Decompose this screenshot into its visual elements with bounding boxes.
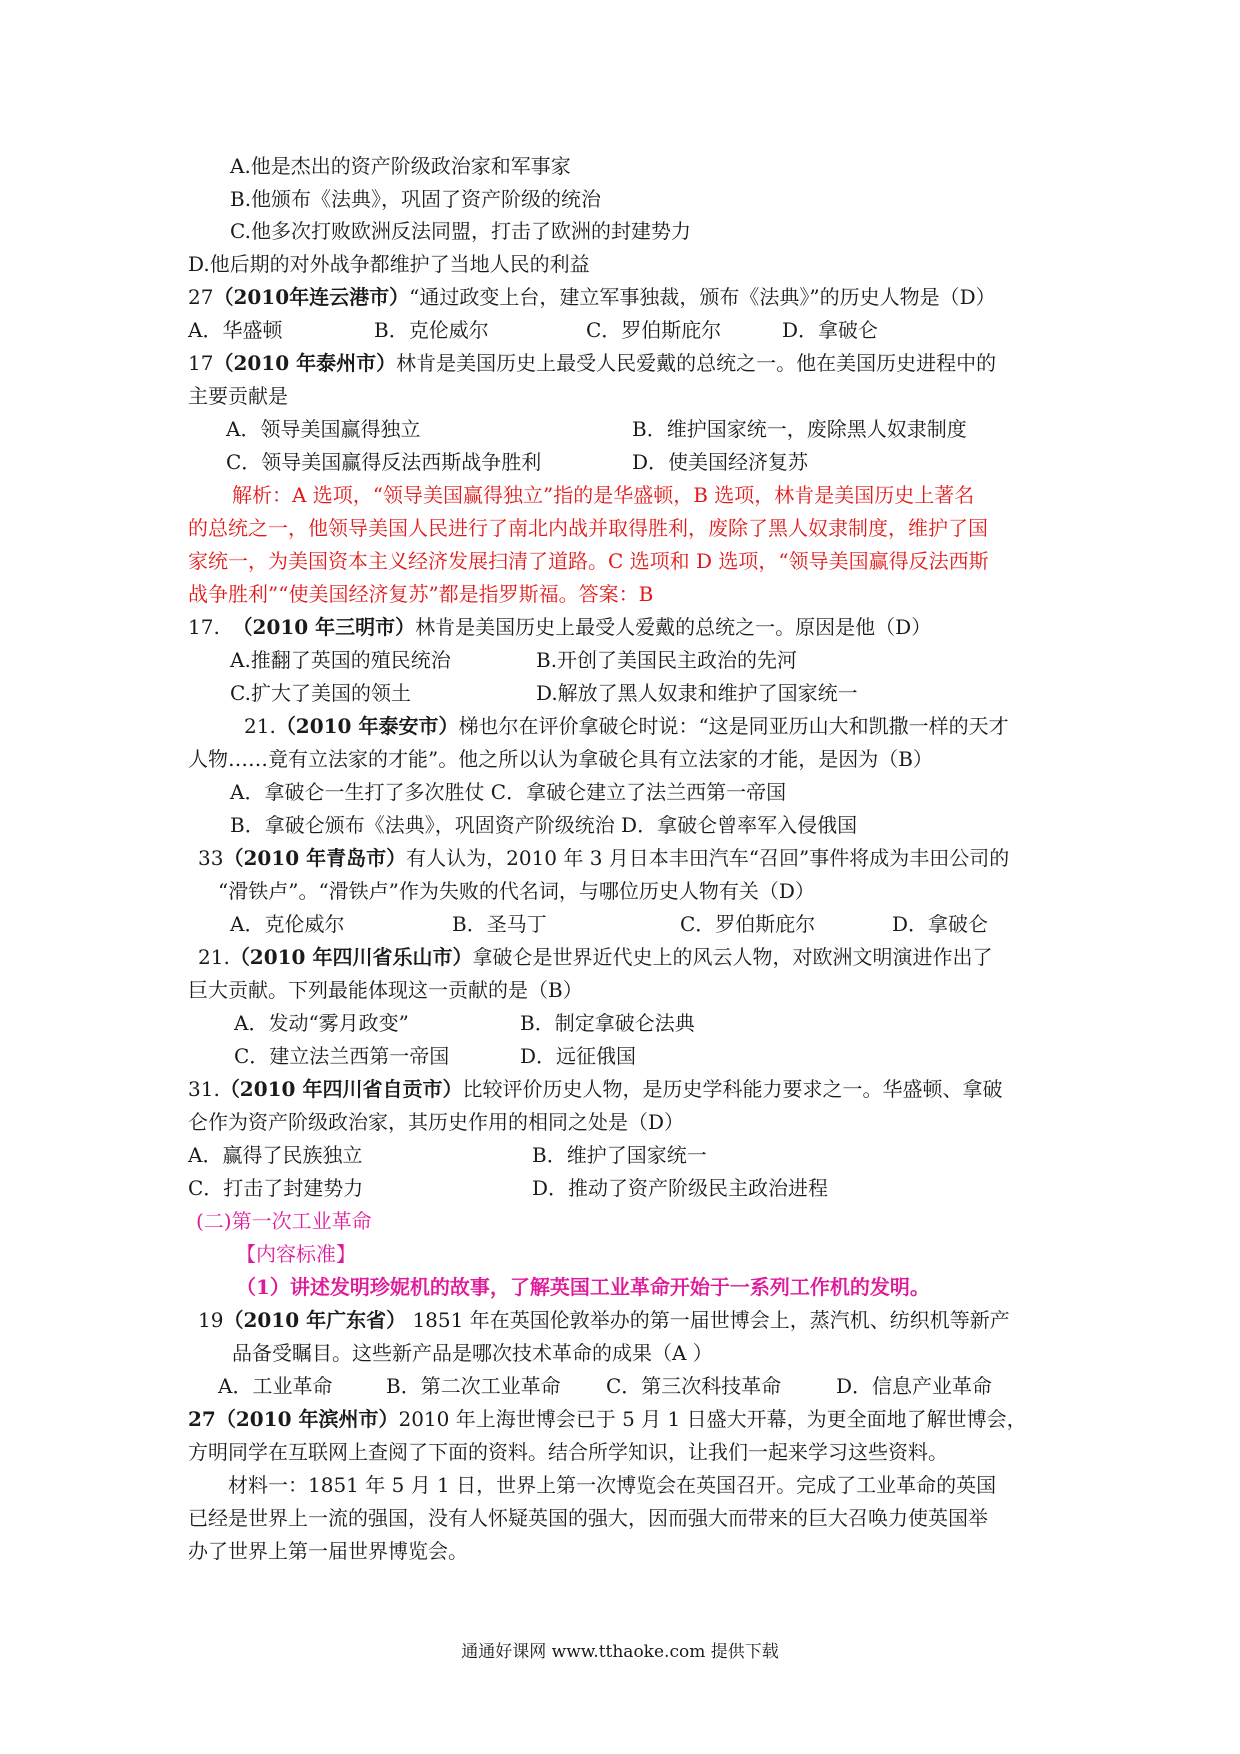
q33-source: （2010 年青岛市） (223, 846, 407, 870)
q17b-option-d: D.解放了黑人奴隶和维护了国家统一 (536, 681, 858, 705)
q27a-text: “通过政变上台，建立军事独裁，颁布《法典》”的历史人物是（D） (409, 285, 996, 309)
q21b-option-c: C．建立法兰西第一帝国 (234, 1044, 450, 1068)
q19-option-a: A．工业革命 (218, 1374, 333, 1398)
q17b-source: （2010 年三明市） (232, 615, 416, 639)
q17b-stem (188, 614, 931, 640)
q17b-option-a: A.推翻了英国的殖民统治 (230, 648, 451, 672)
q19-option-b: B．第二次工业革命 (386, 1374, 561, 1398)
q21b-option-d: D．远征俄国 (520, 1044, 637, 1068)
q27a-option-c: C．罗伯斯庇尔 (586, 318, 722, 342)
q27b-stem-line2: 方明同学在互联网上查阅了下面的资料。结合所学知识，让我们一起来学习这些资料。 (188, 1440, 948, 1464)
q17a-analysis-line1: 解析：A 选项，“领导美国赢得独立”指的是华盛顿，B 选项，林肯是美国历史上著名 (232, 483, 975, 507)
q17a-option-b: B．维护国家统一，废除黑人奴隶制度 (632, 417, 967, 441)
q27b-material-line1: 材料一：1851 年 5 月 1 日，世界上第一次博览会在英国召开。完成了工业革命的英国 (228, 1473, 997, 1497)
q33-stem-line2: “滑铁卢”。“滑铁卢”作为失败的代名词，与哪位历史人物有关（D） (218, 879, 815, 903)
q27a-option-d: D．拿破仑 (782, 318, 879, 342)
q27b-text: 2010 年上海世博会已于 5 月 1 日盛大开幕，为更全面地了解世博会， (398, 1407, 1027, 1431)
q27b-material-line2: 已经是世界上一流的强国，没有人怀疑英国的强大，因而强大而带来的巨大召唤力使英国举 (188, 1506, 988, 1530)
q27b-source: （2010 年滨州市） (215, 1407, 399, 1431)
q17b-text: 林肯是美国历史上最受人爱戴的总统之一。原因是他（D） (415, 615, 932, 639)
q17a-option-a: A．领导美国赢得独立 (226, 417, 421, 441)
q31-option-c: C．打击了封建势力 (188, 1176, 364, 1200)
q31-option-b: B．维护了国家统一 (532, 1143, 707, 1167)
q33-number: 33 (198, 846, 224, 870)
q21b-source: （2010 年四川省乐山市） (229, 945, 473, 969)
content-standard-label: 【内容标准】 (236, 1242, 356, 1266)
q27a-number: 27 (188, 285, 214, 309)
q33-option-d: D．拿破仑 (892, 912, 989, 936)
q21b-stem-line2: 巨大贡献。下列最能体现这一贡献的是（B） (188, 978, 583, 1002)
q26-option-c: C.他多次打败欧洲反法同盟，打击了欧洲的封建势力 (230, 219, 691, 243)
q17a-analysis-line2: 的总统之一，他领导美国人民进行了南北内战并取得胜利，废除了黑人奴隶制度，维护了国 (188, 516, 988, 540)
q27a-stem (188, 284, 996, 310)
q17b-option-b: B.开创了美国民主政治的先河 (536, 648, 798, 672)
q21a-options-line1: A．拿破仑一生打了多次胜仗 C．拿破仑建立了法兰西第一帝国 (230, 780, 787, 804)
q27b-stem-line1 (188, 1406, 1027, 1432)
q21b-number: 21. (198, 945, 230, 969)
q33-text: 有人认为，2010 年 3 月日本丰田汽车“召回”事件将成为丰田公司的 (406, 846, 1010, 870)
q27a-option-b: B．克伦威尔 (374, 318, 489, 342)
q21a-text: 梯也尔在评价拿破仑时说：“这是同亚历山大和凯撒一样的天才 (458, 714, 1009, 738)
q19-number: 19 (198, 1308, 224, 1332)
q17a-analysis-line3: 家统一，为美国资本主义经济发展扫清了道路。C 选项和 D 选项，“领导美国赢得反法西斯 (188, 549, 989, 573)
q19-source: （2010 年广东省） (223, 1308, 407, 1332)
q26-option-d: D.他后期的对外战争都维护了当地人民的利益 (188, 252, 590, 276)
q31-stem-line1 (188, 1076, 1002, 1102)
page-footer: 通通好课网 www.tthaoke.com 提供下载 (461, 1642, 779, 1662)
q33-option-b: B．圣马丁 (452, 912, 547, 936)
q17a-number: 17 (188, 351, 214, 375)
q17a-option-d: D．使美国经济复苏 (632, 450, 809, 474)
q33-stem-line1 (198, 845, 1009, 871)
q17a-stem-line1 (188, 350, 996, 376)
q27b-material-line3: 办了世界上第一届世界博览会。 (188, 1539, 468, 1563)
q31-stem-line2: 仑作为资产阶级政治家，其历史作用的相同之处是（D） (188, 1110, 685, 1134)
q19-text: 1851 年在英国伦敦举办的第一届世博会上，蒸汽机、纺织机等新产 (406, 1308, 1010, 1332)
q31-number: 31. (188, 1077, 220, 1101)
q17a-stem-line2: 主要贡献是 (188, 384, 288, 408)
q21b-option-b: B．制定拿破仑法典 (520, 1011, 695, 1035)
q21a-stem-line2: 人物……竟有立法家的才能”。他之所以认为拿破仑具有立法家的才能，是因为（B） (188, 747, 933, 771)
q21a-number: 21. (244, 714, 276, 738)
q21a-source: （2010 年泰安市） (275, 714, 459, 738)
q19-stem-line1 (198, 1307, 1010, 1333)
q19-stem-line2: 品备受瞩目。这些新产品是哪次技术革命的成果（A ） (232, 1341, 713, 1365)
content-standard-text: （1）讲述发明珍妮机的故事，了解英国工业革命开始于一系列工作机的发明。 (236, 1275, 930, 1299)
q21a-options-line2: B．拿破仑颁布《法典》，巩固资产阶级统治 D．拿破仑曾率军入侵俄国 (230, 813, 858, 837)
q31-option-a: A．赢得了民族独立 (188, 1143, 363, 1167)
q19-option-c: C．第三次科技革命 (606, 1374, 782, 1398)
q17b-number: 17. (188, 615, 220, 639)
q27a-option-a: A．华盛顿 (188, 318, 283, 342)
q33-option-c: C．罗伯斯庇尔 (680, 912, 816, 936)
q21a-stem-line1 (244, 713, 1009, 739)
section-title: (二)第一次工业革命 (196, 1209, 372, 1233)
q31-text: 比较评价历史人物，是历史学科能力要求之一。华盛顿、拿破 (462, 1077, 1003, 1101)
q26-option-b: B.他颁布《法典》，巩固了资产阶级的统治 (230, 187, 602, 211)
q31-option-d: D．推动了资产阶级民主政治进程 (532, 1176, 829, 1200)
q19-option-d: D．信息产业革命 (836, 1374, 993, 1398)
q33-option-a: A．克伦威尔 (230, 912, 345, 936)
q26-option-a: A.他是杰出的资产阶级政治家和军事家 (230, 154, 571, 178)
q17a-text: 林肯是美国历史上最受人民爱戴的总统之一。他在美国历史进程中的 (396, 351, 997, 375)
q31-source: （2010 年四川省自贡市） (219, 1077, 463, 1101)
q17a-source: （2010 年泰州市） (213, 351, 397, 375)
q21b-text: 拿破仑是世界近代史上的风云人物，对欧洲文明演进作出了 (472, 945, 993, 969)
q21b-option-a: A．发动“雾月政变” (234, 1011, 409, 1035)
q27b-number: 27 (188, 1407, 216, 1431)
q17a-analysis-line4: 战争胜利”“使美国经济复苏”都是指罗斯福。答案：B (188, 582, 654, 606)
q27a-source: （2010年连云港市） (213, 285, 410, 309)
q17a-option-c: C．领导美国赢得反法西斯战争胜利 (226, 450, 542, 474)
q17b-option-c: C.扩大了美国的领土 (230, 681, 411, 705)
q21b-stem-line1 (198, 944, 992, 970)
